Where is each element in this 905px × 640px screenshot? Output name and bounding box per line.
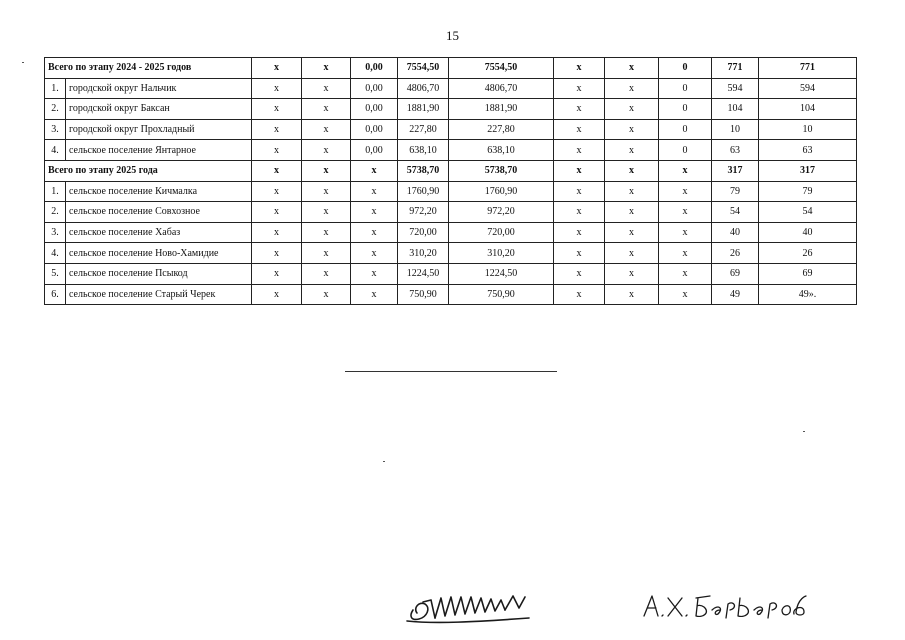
value-cell: 0 xyxy=(659,99,712,120)
value-cell: 594 xyxy=(712,78,759,99)
value-cell: 310,20 xyxy=(398,243,449,264)
value-cell: х xyxy=(554,202,605,223)
value-cell: 310,20 xyxy=(449,243,554,264)
total-cell: 317 xyxy=(759,160,857,181)
value-cell: 69 xyxy=(759,263,857,284)
municipality-name: сельское поселение Янтарное xyxy=(66,140,252,161)
total-cell: 771 xyxy=(759,58,857,79)
scan-speck xyxy=(803,431,805,432)
municipality-name: сельское поселение Псыкод xyxy=(66,263,252,284)
value-cell: 0 xyxy=(659,140,712,161)
value-cell: х xyxy=(554,263,605,284)
total-cell: 5738,70 xyxy=(398,160,449,181)
value-cell: х xyxy=(302,263,351,284)
value-cell: 1224,50 xyxy=(449,263,554,284)
value-cell: 10 xyxy=(759,119,857,140)
value-cell: 10 xyxy=(712,119,759,140)
value-cell: х xyxy=(351,243,398,264)
total-cell: 771 xyxy=(712,58,759,79)
closing-line xyxy=(345,371,557,372)
value-cell: 4806,70 xyxy=(449,78,554,99)
table-row xyxy=(45,181,857,202)
total-cell: 7554,50 xyxy=(449,58,554,79)
stage-total-row xyxy=(45,160,857,181)
value-cell: 0,00 xyxy=(351,78,398,99)
municipality-name: сельское поселение Совхозное xyxy=(66,202,252,223)
value-cell: х xyxy=(605,222,659,243)
row-number: 1. xyxy=(45,78,66,99)
value-cell: 0 xyxy=(659,119,712,140)
value-cell: 63 xyxy=(712,140,759,161)
value-cell: х xyxy=(351,181,398,202)
row-number: 3. xyxy=(45,119,66,140)
value-cell: 49 xyxy=(712,284,759,305)
value-cell: х xyxy=(351,222,398,243)
municipality-name: сельское поселение Кичмалка xyxy=(66,181,252,202)
total-cell: х xyxy=(302,58,351,79)
value-cell: 750,90 xyxy=(449,284,554,305)
table-row xyxy=(45,222,857,243)
total-cell: х xyxy=(252,58,302,79)
table-row xyxy=(45,119,857,140)
value-cell: х xyxy=(554,284,605,305)
value-cell: х xyxy=(252,119,302,140)
value-cell: 227,80 xyxy=(449,119,554,140)
value-cell: 49». xyxy=(759,284,857,305)
value-cell: х xyxy=(605,263,659,284)
value-cell: 638,10 xyxy=(398,140,449,161)
value-cell: 227,80 xyxy=(398,119,449,140)
value-cell: х xyxy=(554,222,605,243)
value-cell: х xyxy=(252,78,302,99)
budget-table xyxy=(44,57,857,305)
value-cell: х xyxy=(659,181,712,202)
value-cell: 1881,90 xyxy=(398,99,449,120)
table-row xyxy=(45,202,857,223)
value-cell: 1224,50 xyxy=(398,263,449,284)
total-cell: х xyxy=(554,160,605,181)
value-cell: х xyxy=(252,284,302,305)
stage-total-label: Всего по этапу 2025 года xyxy=(45,160,252,181)
value-cell: х xyxy=(252,222,302,243)
value-cell: х xyxy=(302,202,351,223)
value-cell: х xyxy=(351,202,398,223)
total-cell: х xyxy=(302,160,351,181)
value-cell: 638,10 xyxy=(449,140,554,161)
value-cell: 720,00 xyxy=(449,222,554,243)
row-number: 6. xyxy=(45,284,66,305)
value-cell: 720,00 xyxy=(398,222,449,243)
row-number: 2. xyxy=(45,202,66,223)
value-cell: х xyxy=(605,202,659,223)
municipality-name: сельское поселение Старый Черек xyxy=(66,284,252,305)
value-cell: 79 xyxy=(759,181,857,202)
value-cell: 69 xyxy=(712,263,759,284)
value-cell: х xyxy=(659,284,712,305)
municipality-name: сельское поселение Хабаз xyxy=(66,222,252,243)
total-cell: х xyxy=(659,160,712,181)
table-row xyxy=(45,140,857,161)
value-cell: х xyxy=(302,222,351,243)
value-cell: 0 xyxy=(659,78,712,99)
total-cell: 317 xyxy=(712,160,759,181)
value-cell: 0,00 xyxy=(351,99,398,120)
stage-total-label: Всего по этапу 2024 - 2025 годов xyxy=(45,58,252,79)
value-cell: 0,00 xyxy=(351,140,398,161)
row-number: 5. xyxy=(45,263,66,284)
value-cell: 104 xyxy=(712,99,759,120)
value-cell: х xyxy=(252,202,302,223)
value-cell: х xyxy=(605,99,659,120)
municipality-name: городской округ Баксан xyxy=(66,99,252,120)
table-row xyxy=(45,99,857,120)
total-cell: 0 xyxy=(659,58,712,79)
value-cell: 1760,90 xyxy=(449,181,554,202)
total-cell: 0,00 xyxy=(351,58,398,79)
total-cell: х xyxy=(351,160,398,181)
value-cell: х xyxy=(659,263,712,284)
total-cell: х xyxy=(252,160,302,181)
value-cell: х xyxy=(302,78,351,99)
value-cell: 0,00 xyxy=(351,119,398,140)
value-cell: 104 xyxy=(759,99,857,120)
scan-speck xyxy=(22,62,24,63)
value-cell: х xyxy=(302,243,351,264)
value-cell: х xyxy=(605,243,659,264)
total-cell: 5738,70 xyxy=(449,160,554,181)
table-body xyxy=(45,58,857,305)
value-cell: 972,20 xyxy=(398,202,449,223)
value-cell: х xyxy=(659,202,712,223)
total-cell: 7554,50 xyxy=(398,58,449,79)
row-number: 1. xyxy=(45,181,66,202)
table-row xyxy=(45,284,857,305)
value-cell: 594 xyxy=(759,78,857,99)
value-cell: х xyxy=(302,284,351,305)
value-cell: х xyxy=(302,119,351,140)
signature-right xyxy=(640,588,810,624)
value-cell: х xyxy=(605,284,659,305)
value-cell: 26 xyxy=(759,243,857,264)
value-cell: х xyxy=(605,140,659,161)
value-cell: 79 xyxy=(712,181,759,202)
stage-total-row xyxy=(45,58,857,79)
value-cell: х xyxy=(252,181,302,202)
value-cell: 54 xyxy=(759,202,857,223)
value-cell: 1760,90 xyxy=(398,181,449,202)
total-cell: х xyxy=(605,160,659,181)
value-cell: х xyxy=(351,263,398,284)
value-cell: 26 xyxy=(712,243,759,264)
value-cell: х xyxy=(605,181,659,202)
table-row xyxy=(45,243,857,264)
value-cell: х xyxy=(554,243,605,264)
value-cell: 750,90 xyxy=(398,284,449,305)
value-cell: х xyxy=(554,99,605,120)
row-number: 2. xyxy=(45,99,66,120)
value-cell: 972,20 xyxy=(449,202,554,223)
value-cell: х xyxy=(302,99,351,120)
value-cell: 40 xyxy=(759,222,857,243)
table-row xyxy=(45,78,857,99)
page-number: 15 xyxy=(446,28,459,43)
value-cell: 54 xyxy=(712,202,759,223)
value-cell: х xyxy=(554,181,605,202)
value-cell: х xyxy=(302,140,351,161)
value-cell: х xyxy=(659,243,712,264)
value-cell: х xyxy=(302,181,351,202)
row-number: 4. xyxy=(45,243,66,264)
municipality-name: городской округ Нальчик xyxy=(66,78,252,99)
row-number: 3. xyxy=(45,222,66,243)
value-cell: х xyxy=(554,140,605,161)
value-cell: х xyxy=(351,284,398,305)
value-cell: 63 xyxy=(759,140,857,161)
value-cell: х xyxy=(554,78,605,99)
total-cell: х xyxy=(605,58,659,79)
value-cell: х xyxy=(659,222,712,243)
value-cell: х xyxy=(252,99,302,120)
value-cell: х xyxy=(252,263,302,284)
value-cell: х xyxy=(554,119,605,140)
municipality-name: городской округ Прохладный xyxy=(66,119,252,140)
value-cell: х xyxy=(252,140,302,161)
value-cell: х xyxy=(605,119,659,140)
value-cell: 40 xyxy=(712,222,759,243)
total-cell: х xyxy=(554,58,605,79)
signature-left xyxy=(405,588,535,626)
row-number: 4. xyxy=(45,140,66,161)
scan-speck xyxy=(383,461,385,462)
table-row xyxy=(45,263,857,284)
value-cell: 1881,90 xyxy=(449,99,554,120)
value-cell: 4806,70 xyxy=(398,78,449,99)
value-cell: х xyxy=(605,78,659,99)
value-cell: х xyxy=(252,243,302,264)
municipality-name: сельское поселение Ново-Хамидие xyxy=(66,243,252,264)
